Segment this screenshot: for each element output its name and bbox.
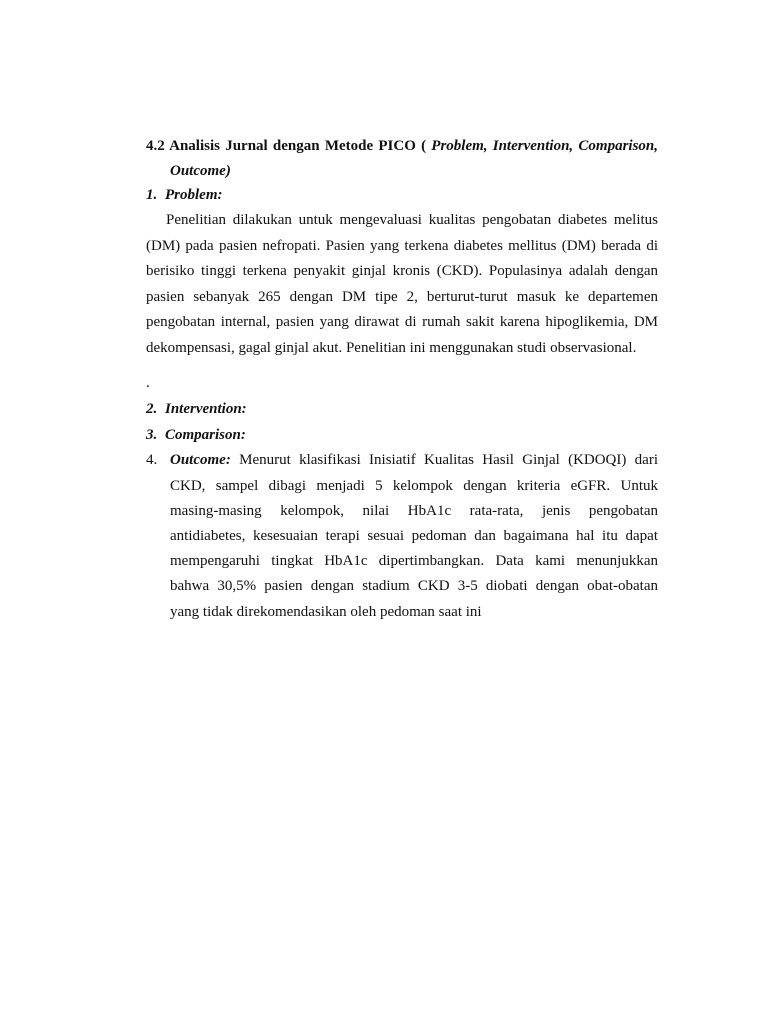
problem-line-3: berisiko tinggi terkena penyakit ginjal kronis (CKD). Populasinya adalah dengan xyxy=(146,263,658,279)
problem-line-2: (DM) pada pasien nefropati. Pasien yang terkena diabetes mellitus (DM) berada di xyxy=(146,238,658,254)
outcome-line-3: antidiabetes, kesesuaian terapi sesuai pedoman dan bagaimana hal itu dapat xyxy=(170,528,658,544)
intervention-heading xyxy=(146,400,247,418)
section-heading xyxy=(146,137,658,155)
intervention-number: 2. xyxy=(146,401,158,417)
outcome-first-text: Menurut klasifikasi Inisiatif Kualitas Hasil Ginjal (KDOQI) dari xyxy=(239,452,659,468)
problem-heading xyxy=(146,186,223,204)
comparison-number: 3. xyxy=(146,427,158,443)
outcome-label: Outcome: xyxy=(170,452,231,468)
intervention-label: Intervention: xyxy=(165,401,247,417)
outcome-line-1: CKD, sampel dibagi menjadi 5 kelompok dengan kriteria eGFR. Untuk xyxy=(170,478,658,494)
problem-line-4: pasien sebanyak 265 dengan DM tipe 2, berturut-turut masuk ke departemen xyxy=(146,289,658,305)
outcome-line-5: bahwa 30,5% pasien dengan stadium CKD 3-5 diobati dengan obat-obatan xyxy=(170,578,658,594)
stray-dot: . xyxy=(146,375,150,391)
comparison-heading xyxy=(146,426,246,444)
outcome-line-2: masing-masing kelompok, nilai HbA1c rata-rata, jenis pengobatan xyxy=(170,503,658,519)
outcome-line-6: yang tidak direkomendasikan oleh pedoman saat ini xyxy=(170,604,482,620)
outcome-first-line xyxy=(170,451,658,469)
section-heading-continuation: Outcome) xyxy=(170,163,231,179)
outcome-number: 4. xyxy=(146,452,158,468)
outcome-line-4: mempengaruhi tingkat HbA1c dipertimbangkan. Data kami menunjukkan xyxy=(170,553,658,569)
problem-line-6: dekompensasi, gagal ginjal akut. Penelitian ini menggunakan studi observasional. xyxy=(146,340,637,356)
problem-line-5: pengobatan internal, pasien yang dirawat di rumah sakit karena hipoglikemia, DM xyxy=(146,314,658,330)
section-heading-terms: Problem, Intervention, Comparison, xyxy=(431,138,659,154)
problem-line-1: Penelitian dilakukan untuk mengevaluasi kualitas pengobatan diabetes melitus xyxy=(166,212,658,228)
section-heading-prefix: 4.2 Analisis Jurnal dengan Metode PICO ( xyxy=(146,138,427,154)
comparison-label: Comparison: xyxy=(165,427,246,443)
problem-number: 1. xyxy=(146,187,158,203)
problem-label: Problem: xyxy=(165,187,223,203)
